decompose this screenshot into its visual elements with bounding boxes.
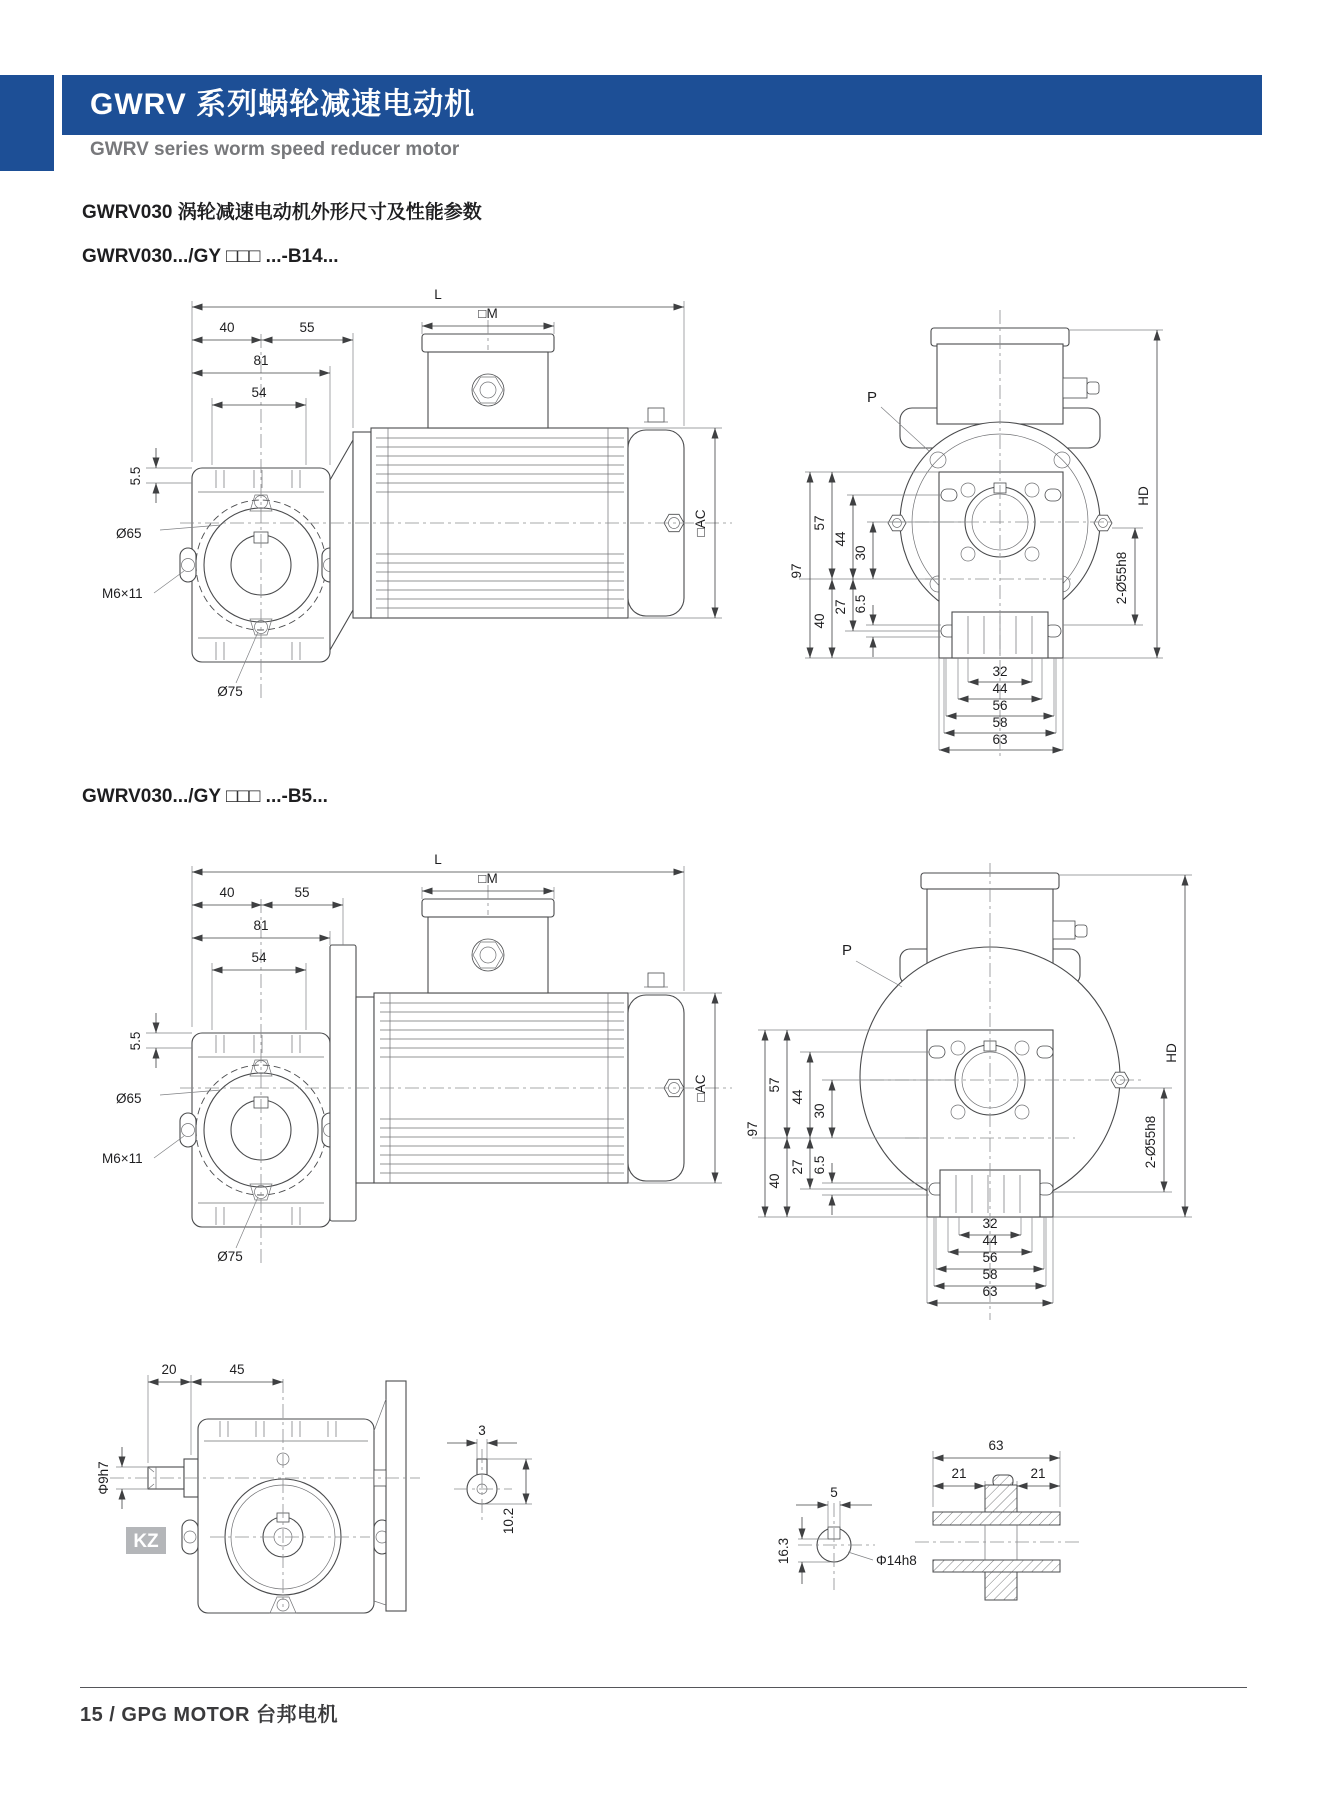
dim-63: 63 — [988, 1438, 1004, 1453]
motor-body — [330, 408, 684, 650]
header-bar — [62, 75, 1262, 135]
gearbox-body — [180, 1033, 338, 1227]
hollow-shaft-section — [915, 1451, 1080, 1600]
b5-front-view-drawing — [740, 845, 1240, 1325]
kz-detail-drawing — [80, 1355, 1100, 1620]
header-accent-block — [0, 75, 54, 171]
dim-L: L — [434, 852, 442, 867]
dim-40: 40 — [767, 1173, 782, 1189]
b5-side-view-drawing — [88, 845, 738, 1290]
dim-54: 54 — [251, 385, 267, 400]
dim-58: 58 — [982, 1267, 998, 1282]
dim-5-5: 5.5 — [128, 1031, 143, 1051]
dim-L: L — [434, 287, 442, 302]
dim-81: 81 — [253, 918, 269, 933]
footer-page-label: 15 / GPG MOTOR 台邦电机 — [80, 1704, 339, 1726]
dim-44b: 44 — [992, 681, 1008, 696]
section-title: GWRV030 涡轮减速电动机外形尺寸及性能参数 — [82, 202, 482, 223]
dim-dia65: Ø65 — [116, 526, 142, 541]
dim-21-right: 21 — [1030, 1466, 1046, 1481]
dim-boxAC: □AC — [693, 509, 708, 537]
dim-dia75: Ø75 — [217, 684, 243, 699]
variant-title-b5: GWRV030.../GY □□□ ...-B5... — [82, 786, 328, 807]
b5-flange-plate — [330, 945, 356, 1221]
dim-10-2: 10.2 — [501, 1507, 516, 1535]
b14-front-view-drawing — [695, 280, 1205, 765]
dim-55: 55 — [299, 320, 315, 335]
dim-58: 58 — [992, 715, 1008, 730]
dim-44: 44 — [833, 531, 848, 547]
dim-81: 81 — [253, 353, 269, 368]
dim-45: 45 — [229, 1362, 245, 1377]
dim-2xdia55: 2-Ø55h8 — [1114, 551, 1129, 605]
dim-54: 54 — [251, 950, 267, 965]
dim-phi9h7: Φ9h7 — [96, 1461, 111, 1495]
variant-title-b14: GWRV030.../GY □□□ ...-B14... — [82, 246, 339, 267]
dim-32: 32 — [982, 1216, 998, 1231]
label-P: P — [867, 389, 878, 406]
dim-dia65: Ø65 — [116, 1091, 142, 1106]
dim-40: 40 — [812, 613, 827, 629]
dim-m6x11: M6×11 — [102, 1151, 143, 1166]
dim-56: 56 — [982, 1250, 998, 1265]
dim-20: 20 — [161, 1362, 177, 1377]
dim-32: 32 — [992, 664, 1008, 679]
dim-6-5: 6.5 — [812, 1155, 827, 1175]
label-P: P — [842, 942, 853, 959]
page-title: GWRV 系列蜗轮减速电动机 — [90, 88, 476, 121]
dim-27: 27 — [833, 599, 848, 615]
dim-6-5: 6.5 — [853, 594, 868, 614]
page-subtitle: GWRV series worm speed reducer motor — [90, 139, 460, 160]
dim-55: 55 — [294, 885, 310, 900]
dim-3: 3 — [478, 1423, 486, 1438]
dim-40: 40 — [219, 885, 235, 900]
dim-30: 30 — [812, 1103, 827, 1119]
kz-gearbox-view — [110, 1375, 420, 1613]
dim-57: 57 — [767, 1077, 782, 1093]
dim-56: 56 — [992, 698, 1008, 713]
dim-boxM: □M — [478, 871, 498, 886]
gearbox-body — [180, 468, 338, 662]
dim-97: 97 — [745, 1121, 760, 1137]
dim-44b: 44 — [982, 1233, 998, 1248]
dim-27: 27 — [790, 1159, 805, 1175]
dim-2xdia55: 2-Ø55h8 — [1143, 1115, 1158, 1169]
worm-shaft-end-detail — [447, 1439, 532, 1521]
dim-dia75: Ø75 — [217, 1249, 243, 1264]
dim-5-5: 5.5 — [128, 466, 143, 486]
dim-phi14h8: Φ14h8 — [876, 1553, 917, 1568]
dim-57: 57 — [812, 515, 827, 531]
dim-boxAC: □AC — [693, 1074, 708, 1102]
dim-boxM: □M — [478, 306, 498, 321]
footer-divider — [80, 1687, 1247, 1688]
dim-97: 97 — [789, 563, 804, 579]
dim-5: 5 — [830, 1485, 838, 1500]
dim-40: 40 — [219, 320, 235, 335]
dim-44: 44 — [790, 1089, 805, 1105]
dim-m6x11: M6×11 — [102, 586, 143, 601]
dim-21-left: 21 — [951, 1466, 967, 1481]
dim-HD: HD — [1164, 1043, 1179, 1063]
dim-63: 63 — [992, 732, 1008, 747]
dim-30: 30 — [853, 545, 868, 561]
gearbox-face — [939, 472, 1063, 658]
motor-body — [356, 973, 684, 1183]
b14-side-view-drawing — [88, 280, 738, 705]
dim-63: 63 — [982, 1284, 998, 1299]
kz-badge-label: KZ — [133, 1531, 159, 1552]
dim-HD: HD — [1136, 486, 1151, 506]
output-bore-keyway-detail — [796, 1501, 875, 1590]
dim-16-3: 16.3 — [776, 1537, 791, 1565]
